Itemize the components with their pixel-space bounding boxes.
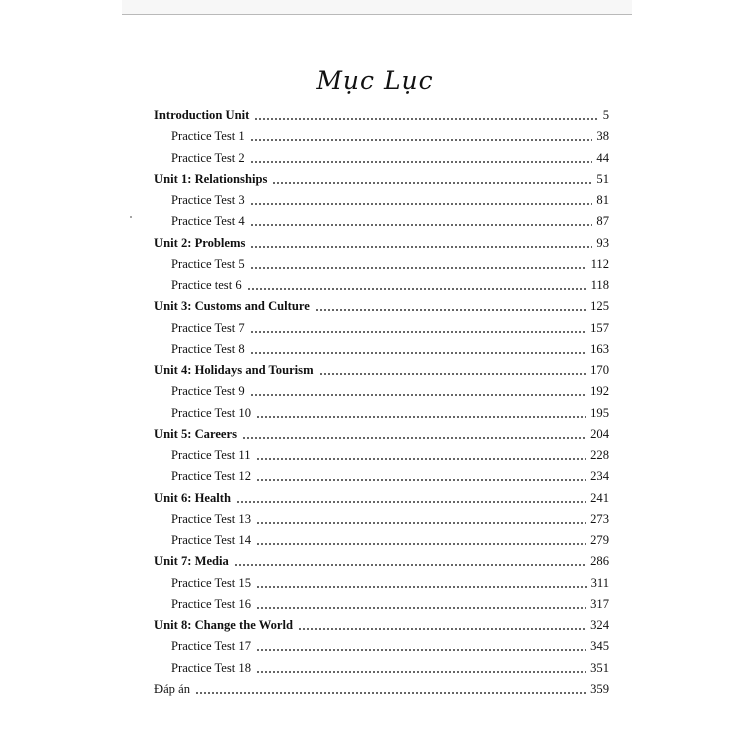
toc-unit-entry [0, 615, 750, 635]
toc-entry-label: Practice test 6 [171, 278, 242, 292]
toc-entry-label: Practice Test 14 [171, 533, 252, 547]
toc-entry-page-number: 345 [590, 639, 609, 654]
toc-entry-label: Practice Test 10 [171, 405, 252, 420]
toc-entry-page-number: 118 [590, 278, 609, 292]
toc-entry-page-number: 241 [590, 490, 609, 505]
page-top-edge [122, 0, 632, 15]
toc-entry-page-number: 324 [590, 618, 609, 632]
toc-sub-entry [0, 573, 750, 593]
toc-entry-label: Practice Test 2 [171, 150, 245, 165]
toc-entry-label: Unit 5: Careers [154, 426, 238, 441]
toc-sub-entry [0, 381, 750, 401]
dot-leader [256, 586, 587, 588]
toc-entry-label: Practice Test 8 [171, 341, 245, 356]
toc-entry-label: Practice Test 1 [171, 129, 245, 144]
toc-sub-entry [0, 403, 750, 423]
toc-entry-page-number: 317 [590, 596, 609, 611]
dot-leader [234, 564, 586, 566]
toc-entry-label: Practice Test 3 [171, 193, 245, 207]
toc-entry-page-number: 163 [590, 341, 609, 356]
toc-entry-label: Unit 6: Health [154, 490, 231, 505]
toc-entry-page-number: 195 [590, 405, 609, 420]
toc-entry-label: Practice Test 12 [171, 469, 252, 484]
toc-entry-page-number: 351 [590, 660, 609, 675]
dot-leader [247, 288, 587, 290]
toc-entry-label: Practice Test 7 [171, 320, 245, 335]
dot-leader [315, 309, 586, 311]
toc-entry-label: Unit 4: Holidays and Tourism [154, 363, 314, 377]
toc-sub-entry [0, 190, 750, 210]
dot-leader [256, 416, 586, 418]
dot-leader [256, 479, 586, 481]
toc-entry-label: Practice Test 15 [171, 575, 252, 590]
toc-entry-label: Practice Test 16 [171, 596, 252, 611]
toc-entry-page-number: 359 [590, 681, 609, 696]
toc-sub-entry [0, 594, 750, 614]
toc-sub-entry [0, 275, 750, 295]
dot-leader [319, 373, 587, 375]
dot-leader [256, 671, 586, 673]
dot-leader [236, 501, 586, 503]
toc-entry-page-number: 112 [590, 256, 609, 271]
toc-sub-entry [0, 509, 750, 529]
toc-sub-entry [0, 658, 750, 678]
toc-sub-entry [0, 211, 750, 231]
dot-leader [250, 352, 586, 354]
dot-leader [250, 331, 586, 333]
toc-entry-label: Unit 1: Relationships [154, 171, 268, 186]
toc-sub-entry [0, 679, 750, 699]
dot-leader [242, 437, 586, 439]
toc-unit-entry [0, 551, 750, 571]
dot-leader [250, 161, 593, 163]
toc-unit-entry [0, 233, 750, 253]
toc-unit-entry [0, 105, 750, 125]
toc-entry-label: Unit 3: Customs and Culture [154, 299, 310, 314]
toc-unit-entry [0, 424, 750, 444]
dot-leader [250, 224, 593, 226]
toc-sub-entry [0, 445, 750, 465]
dot-leader [254, 118, 598, 120]
toc-sub-entry [0, 254, 750, 274]
toc-unit-entry [0, 360, 750, 380]
toc-entry-label: Practice Test 18 [171, 660, 252, 675]
dot-leader [195, 692, 586, 694]
dot-leader [250, 203, 593, 205]
toc-entry-page-number: 311 [590, 575, 609, 590]
toc-entry-page-number: 51 [596, 171, 609, 186]
toc-entry-label: Unit 7: Media [154, 554, 229, 569]
toc-entry-label: Unit 2: Problems [154, 235, 246, 250]
toc-entry-label: Practice Test 4 [171, 214, 245, 229]
toc-sub-entry [0, 148, 750, 168]
toc-sub-entry [0, 126, 750, 146]
dot-leader [272, 182, 592, 184]
toc-entry-page-number: 157 [590, 320, 609, 335]
dot-leader [250, 139, 593, 141]
toc-unit-entry [0, 169, 750, 189]
toc-sub-entry [0, 530, 750, 550]
dot-leader [256, 607, 586, 609]
toc-entry-page-number: 192 [590, 384, 609, 399]
toc-sub-entry [0, 636, 750, 656]
toc-entry-page-number: 204 [590, 426, 609, 441]
toc-entry-page-number: 38 [596, 129, 609, 144]
toc-entry-label: Practice Test 9 [171, 384, 245, 399]
dot-leader [256, 543, 586, 545]
toc-sub-entry [0, 466, 750, 486]
toc-entry-label: Practice Test 11 [171, 448, 251, 462]
toc-sub-entry [0, 339, 750, 359]
page-title: Mục Lục [316, 66, 434, 95]
toc-entry-page-number: 228 [590, 448, 609, 462]
dot-leader [298, 628, 586, 630]
toc-entry-label: Practice Test 5 [171, 256, 245, 271]
dot-leader [250, 394, 586, 396]
dot-leader [256, 458, 587, 460]
toc-sub-entry [0, 318, 750, 338]
toc-entry-page-number: 5 [602, 108, 609, 122]
toc-unit-entry [0, 296, 750, 316]
toc-entry-page-number: 286 [590, 554, 609, 569]
toc-entry-label: Đáp án [154, 681, 191, 696]
dot-leader [250, 246, 592, 248]
dot-leader [250, 267, 587, 269]
toc-entry-page-number: 44 [596, 150, 609, 165]
toc-entry-label: Introduction Unit [154, 108, 250, 122]
toc-unit-entry [0, 488, 750, 508]
dot-leader [256, 649, 586, 651]
toc-entry-label: Practice Test 17 [171, 639, 252, 654]
toc-entry-label: Practice Test 13 [171, 511, 252, 526]
toc-entry-page-number: 170 [590, 363, 609, 377]
toc-entry-page-number: 125 [590, 299, 609, 314]
toc-entry-page-number: 93 [596, 235, 609, 250]
toc-entry-page-number: 81 [596, 193, 609, 207]
toc-entry-page-number: 273 [590, 511, 609, 526]
dot-leader [256, 522, 586, 524]
toc-entry-page-number: 234 [590, 469, 609, 484]
toc-entry-label: Unit 8: Change the World [154, 618, 294, 632]
toc-entry-page-number: 87 [596, 214, 609, 229]
toc-entry-page-number: 279 [590, 533, 609, 547]
